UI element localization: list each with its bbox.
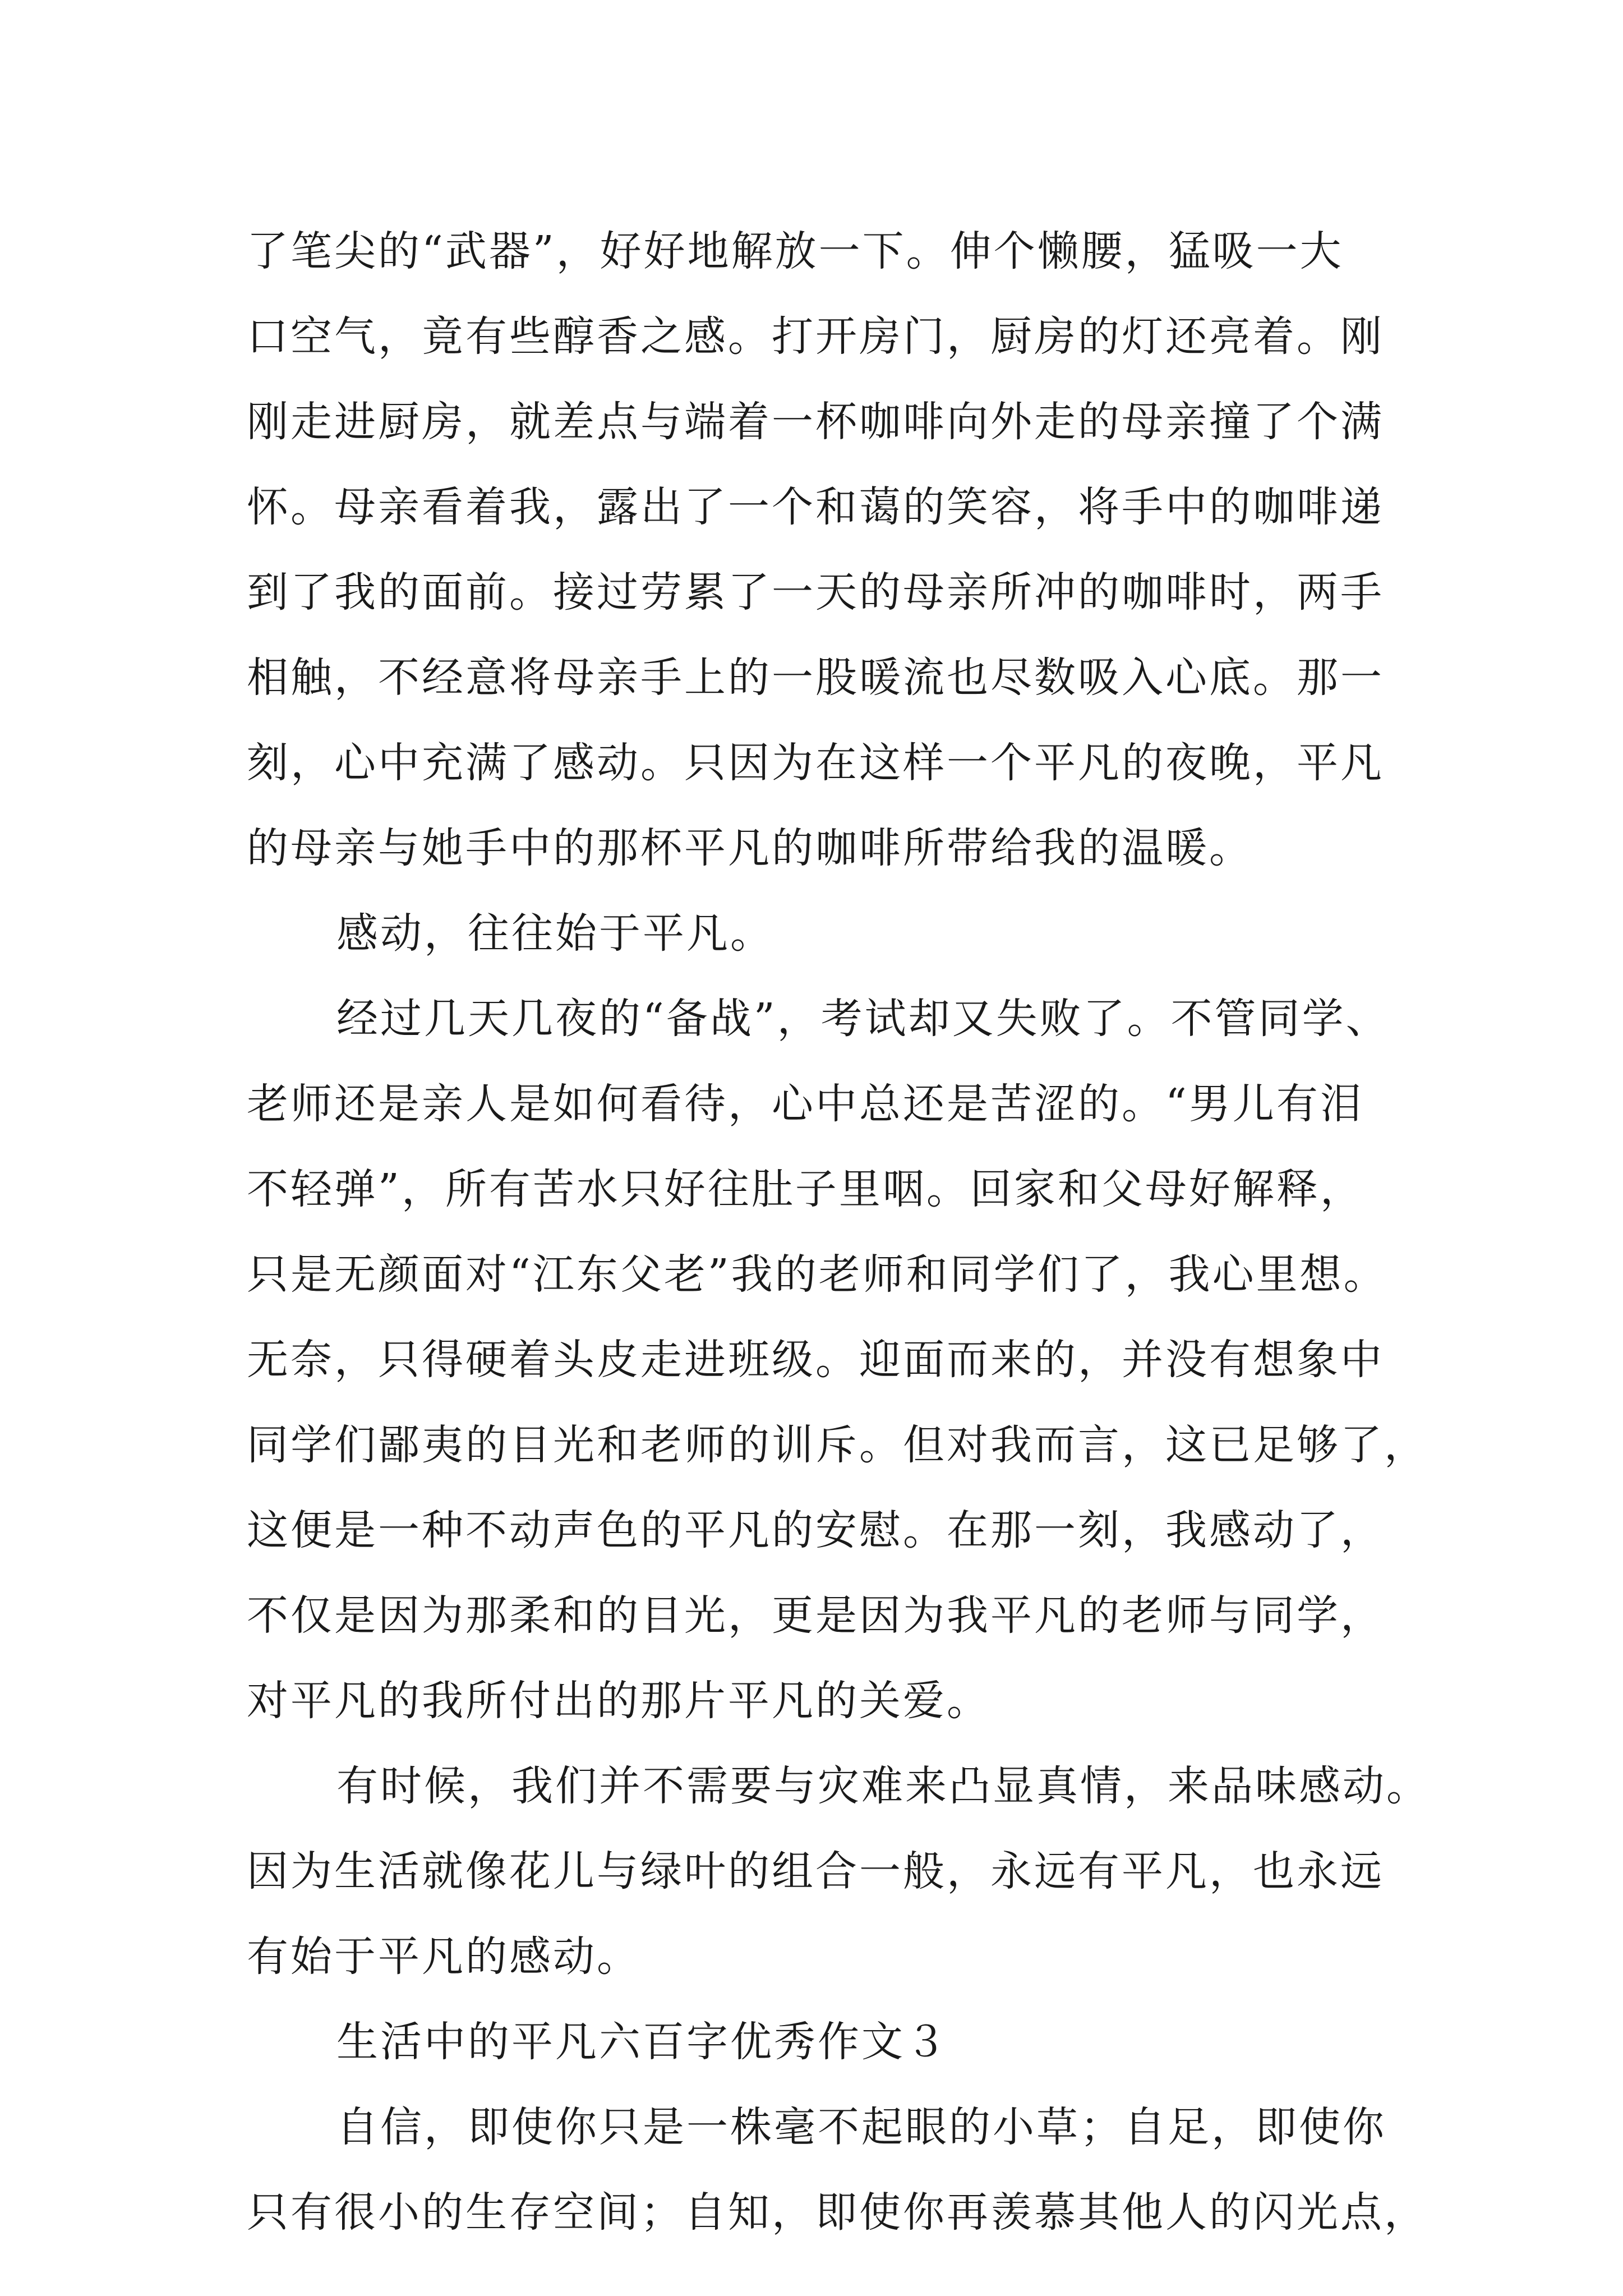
- paragraph-start-line: 自信，即使你只是一株毫不起眼的小草；自足，即使你: [336, 2103, 1386, 2151]
- text-line: 口空气，竟有些醇香之感。打开房门，厨房的灯还亮着。刚: [247, 312, 1384, 361]
- text-line: 因为生活就像花儿与绿叶的组合一般，永远有平凡，也永远: [247, 1847, 1384, 1895]
- text-line: 的母亲与她手中的那杯平凡的咖啡所带给我的温暖。: [247, 824, 1253, 872]
- document-page: [247, 209, 1430, 2255]
- section-heading: 生活中的平凡六百字优秀作文３: [336, 2018, 949, 2066]
- text-line: 对平凡的我所付出的那片平凡的关爱。: [247, 1677, 990, 1725]
- text-line: 有始于平凡的感动。: [247, 1932, 640, 1981]
- text-line: 只有很小的生存空间；自知，即使你再羡慕其他人的闪光点，: [247, 2188, 1428, 2237]
- text-line: 相触，不经意将母亲手上的一股暖流也尽数吸入心底。那一: [247, 654, 1384, 702]
- text-line: 到了我的面前。接过劳累了一天的母亲所冲的咖啡时，两手: [247, 568, 1384, 616]
- text-line: 只是无颜面对“江东父老”我的老师和同学们了，我心里想。: [247, 1250, 1387, 1299]
- text-line: 刚走进厨房，就差点与端着一杯咖啡向外走的母亲撞了个满: [247, 398, 1384, 446]
- paragraph-start-line: 有时候，我们并不需要与灾难来凸显真情，来品味感动。: [336, 1762, 1430, 1810]
- text-line: 老师还是亲人是如何看待，心中总还是苦涩的。“男儿有泪: [247, 1080, 1364, 1128]
- text-line: 了笔尖的“武器”，好好地解放一下。伸个懒腰，猛吸一大: [247, 227, 1344, 275]
- text-line: 无奈，只得硬着头皮走进班级。迎面而来的，并没有想象中: [247, 1336, 1384, 1384]
- text-line: 刻，心中充满了感动。只因为在这样一个平凡的夜晚，平凡: [247, 739, 1384, 787]
- text-line: 不仅是因为那柔和的目光，更是因为我平凡的老师与同学，: [247, 1591, 1384, 1640]
- text-line: 同学们鄙夷的目光和老师的训斥。但对我而言，这已足够了，: [247, 1421, 1428, 1469]
- paragraph-start-line: 感动，往往始于平凡。: [336, 909, 774, 958]
- text-line: 怀。母亲看着我，露出了一个和蔼的笑容，将手中的咖啡递: [247, 483, 1384, 531]
- text-line: 这便是一种不动声色的平凡的安慰。在那一刻，我感动了，: [247, 1506, 1384, 1554]
- text-line: 不轻弹”，所有苦水只好往肚子里咽。回家和父母好解释，: [247, 1165, 1364, 1213]
- paragraph-start-line: 经过几天几夜的“备战”，考试却又失败了。不管同学、: [336, 995, 1390, 1043]
